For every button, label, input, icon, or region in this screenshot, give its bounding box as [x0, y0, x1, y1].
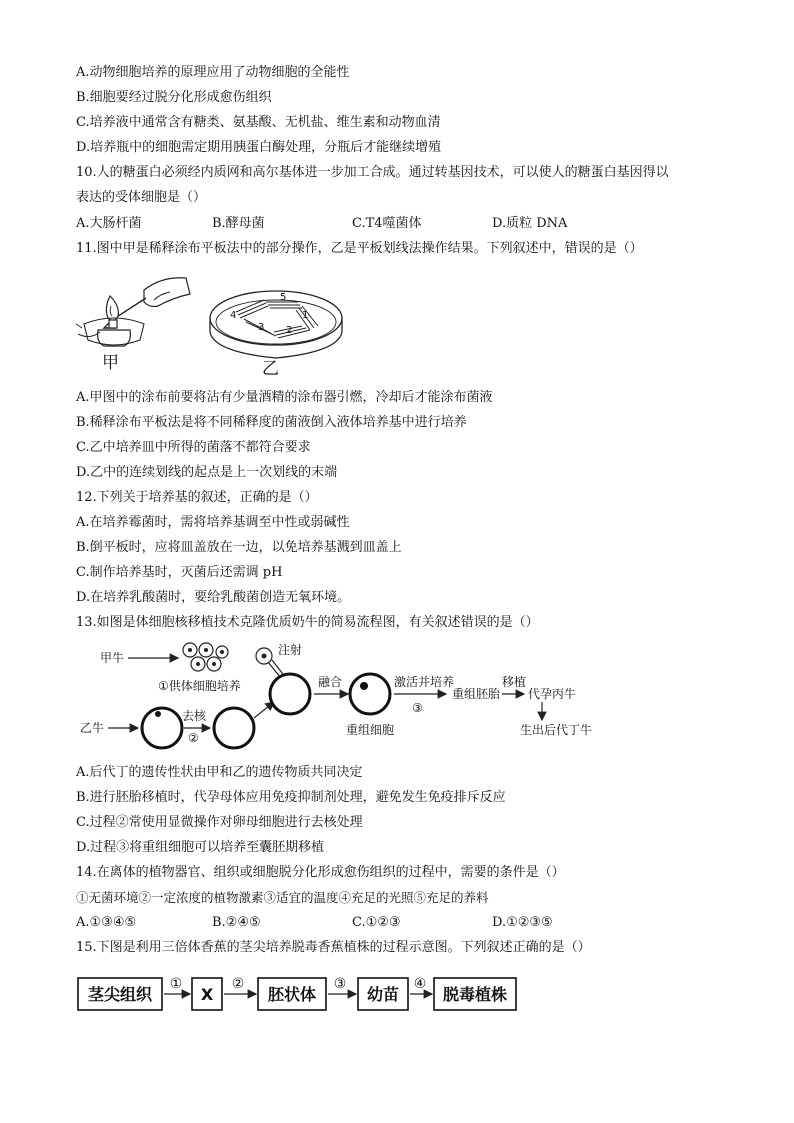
label-step3: ③ — [412, 701, 423, 715]
label-houdai: 生出后代丁牛 — [520, 723, 593, 737]
q12-option-a: A.在培养霉菌时，需将培养基调至中性或弱碱性 — [76, 515, 350, 530]
q13-stem: 13.如图是体细胞核移植技术克隆优质奶牛的简易流程图，有关叙述错误的是（） — [76, 615, 539, 630]
label-yi-niu: 乙牛 — [80, 721, 105, 735]
q13-option-c: C.过程②常使用显微操作对卵母细胞进行去核处理 — [76, 815, 363, 830]
q11-option-b: B.稀释涂布平板法是将不同稀释度的菌液倒入液体培养基中进行培养 — [76, 415, 467, 430]
q11-option-a: A.甲图中的涂布前要将沾有少量酒精的涂布器引燃，冷却后才能涂布菌液 — [76, 390, 493, 405]
flow-box-seedling: 幼苗 — [366, 985, 400, 1004]
label-daiyun: 代孕丙牛 — [528, 687, 577, 701]
flow-step-3: ③ — [333, 976, 347, 992]
figure-label-jia: 甲 — [102, 353, 119, 373]
q13-option-b: B.进行胚胎移植时，代孕母体应用免疫抑制剂处理，避免发生免疫排斥反应 — [76, 790, 506, 805]
label-yizhi: 移植 — [502, 675, 527, 689]
zone-label-3: 3 — [258, 322, 265, 333]
flow-step-1: ① — [169, 976, 183, 992]
q9-option-c: C.培养液中通常含有糖类、氨基酸、无机盐、维生素和动物血清 — [76, 115, 441, 130]
q13-option-d: D.过程③将重组细胞可以培养至囊胚期移植 — [76, 840, 325, 855]
q13-option-a: A.后代丁的遗传性状由甲和乙的遗传物质共同决定 — [76, 765, 363, 780]
spreader-flame-figure — [74, 268, 194, 376]
flow-step-4: ④ — [413, 976, 427, 992]
q14-option-a: A.①③④⑤ — [76, 915, 137, 930]
q10-option-b: B.酵母菌 — [212, 216, 265, 231]
q10-option-c: C.T4噬菌体 — [352, 216, 422, 231]
figure-label-yi: 乙 — [262, 359, 279, 376]
q11-option-c: C.乙中培养皿中所得的菌落不都符合要求 — [76, 440, 311, 455]
zone-label-4: 4 — [230, 310, 237, 321]
label-peitai: 重组胚胎 — [452, 687, 501, 701]
flow-box-stem-tip: 茎尖组织 — [87, 985, 153, 1004]
zone-label-1: 1 — [302, 310, 309, 321]
q9-option-d: D.培养瓶中的细胞需定期用胰蛋白酶处理，分瓶后才能继续增殖 — [76, 140, 442, 155]
q14-stem: 14.在离体的植物器官、组织或细胞脱分化形成愈伤组织的过程中，需要的条件是（） — [76, 865, 565, 880]
q10-option-a: A.大肠杆菌 — [76, 216, 142, 231]
q11-option-d: D.乙中的连续划线的起点是上一次划线的末端 — [76, 465, 338, 480]
label-step2: ② — [188, 731, 199, 745]
label-zhushe: 注射 — [278, 643, 303, 657]
q12-stem: 12.下列关于培养基的叙述，正确的是（） — [76, 490, 318, 505]
q10-stem-line1: 10.人的糖蛋白必须经内质网和高尔基体进一步加工合成。通过转基因技术，可以使人的糖蛋白基因得以 — [76, 165, 669, 180]
zone-label-5: 5 — [280, 292, 287, 303]
label-step1: ①供体细胞培养 — [158, 679, 241, 693]
q11-stem: 11.图中甲是稀释涂布平板法中的部分操作，乙是平板划线法操作结果。下列叙述中，错误的是（） — [76, 241, 643, 256]
q12-option-d: D.在培养乳酸菌时，要给乳酸菌创造无氧环境。 — [76, 590, 351, 605]
nuclear-transfer-diagram — [78, 640, 598, 758]
flow-box-embryoid: 胚状体 — [267, 985, 317, 1004]
label-jihuo: 激活并培养 — [394, 675, 455, 689]
q15-stem: 15.下图是利用三倍体香蕉的茎尖培养脱毒香蕉植株的过程示意图。下列叙述正确的是（） — [76, 940, 591, 955]
q12-option-c: C.制作培养基时，灭菌后还需调 pH — [76, 565, 283, 580]
label-ronghe: 融合 — [318, 675, 343, 689]
q14-option-d: D.①②③⑤ — [492, 915, 553, 930]
q14-option-b: B.②④⑤ — [212, 915, 261, 930]
q9-option-b: B.细胞要经过脱分化形成愈伤组织 — [76, 90, 272, 105]
streak-plate-figure — [206, 282, 346, 376]
zone-label-2: 2 — [286, 325, 293, 336]
q14-option-c: C.①②③ — [352, 915, 401, 930]
label-quhe: 去核 — [182, 709, 207, 723]
label-jia-niu: 甲牛 — [100, 651, 125, 665]
label-chonzu: 重组细胞 — [346, 723, 395, 737]
q12-option-b: B.倒平板时，应将皿盖放在一边，以免培养基溅到皿盖上 — [76, 540, 402, 555]
detox-flow-diagram — [76, 968, 520, 1016]
flow-box-x: X — [200, 985, 214, 1004]
q10-option-d: D.质粒 DNA — [492, 216, 568, 231]
q10-stem-line2: 表达的受体细胞是（） — [76, 190, 207, 205]
q14-conditions: ①无菌环境②一定浓度的植物激素③适宜的温度④充足的光照⑤充足的养料 — [76, 890, 489, 905]
flow-step-2: ② — [231, 976, 245, 992]
q9-option-a: A.动物细胞培养的原理应用了动物细胞的全能性 — [76, 65, 350, 80]
flow-box-virus-free-plant: 脱毒植株 — [442, 985, 508, 1004]
